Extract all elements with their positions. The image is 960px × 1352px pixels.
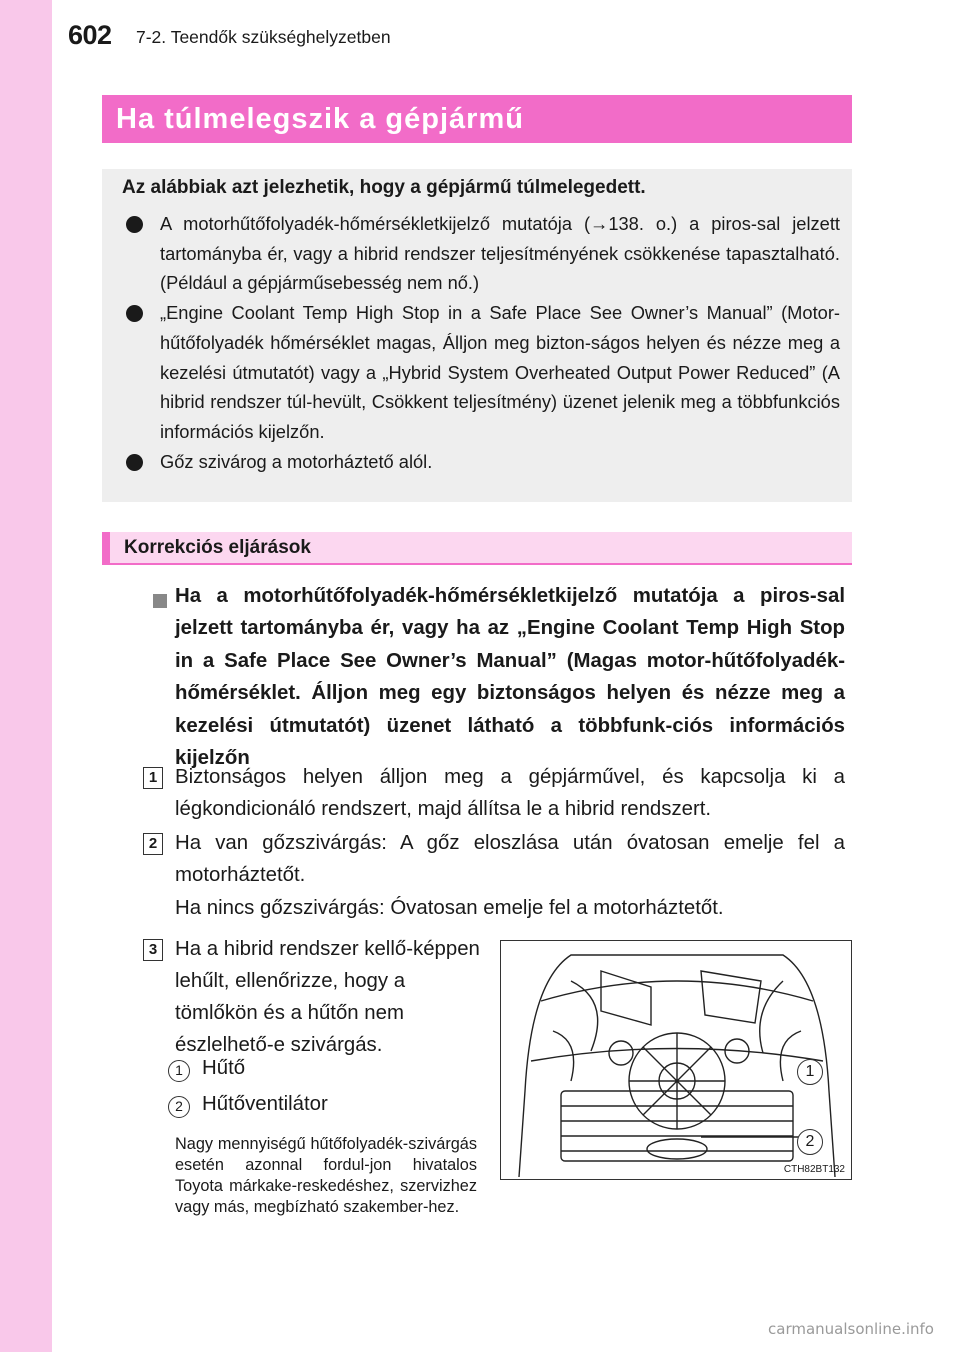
step-text: Biztonságos helyen álljon meg a gépjárművel, és kapcsolja ki a légkondicionáló rendszert, majd állítsa le a hibrid rendszert. <box>175 766 845 820</box>
square-bullet-icon <box>153 594 167 608</box>
step-number-badge: 2 <box>143 833 163 855</box>
figure-callout-2: 2 <box>797 1129 823 1155</box>
symptom-item <box>118 298 840 447</box>
symptoms-list <box>118 209 840 476</box>
page-number: 602 <box>68 20 112 50</box>
subsection-title: Korrekciós eljárások <box>124 537 311 558</box>
symptom-item <box>118 447 840 477</box>
legend-number-circle: 1 <box>168 1060 190 1082</box>
figure-callout-1: 1 <box>797 1059 823 1085</box>
section-title-bar <box>102 95 852 143</box>
figure-id: CTH82BT132 <box>783 1164 845 1175</box>
symptoms-box <box>102 169 852 502</box>
step-text: Ha van gőzszivárgás: A gőz eloszlása után óvatosan emelje fel a motorháztetőt. <box>175 832 845 886</box>
legend-label: Hűtő <box>202 1057 246 1079</box>
side-color-strip <box>0 0 52 1352</box>
symptom-text: „Engine Coolant Temp High Stop in a Safe Place See Owner’s Manual” (Motor-hűtőfolyadék hőmérséklet magas, Álljon meg bizton-ságos helyen és nézze meg a kezelési útmutatót) vagy a „Hybrid System Overheated Output Power Reduced” (A hibrid rendszer túl-hevült, Csökkent teljesítmény) üzenet jelenik meg a többfunkciós információs kijelzőn. <box>160 302 840 442</box>
step-text: Ha a hibrid rendszer kellő-képpen lehűlt, ellenőrizze, hogy a tömlőkön és a hűtőn nem észlelhető-e szivárgás. <box>175 938 480 1056</box>
legend-label: Hűtőventilátor <box>202 1093 328 1115</box>
note-text: Nagy mennyiségű hűtőfolyadék-szivárgás esetén azonnal fordul-jon hivatalos Toyota márkake-reskedéshez, szervizhez vagy más, megbízható szakember-hez. <box>175 1135 477 1216</box>
symptoms-heading: Az alábbiak azt jelezhetik, hogy a gépjármű túlmelegedett. <box>122 177 646 198</box>
bullet-icon <box>126 216 143 233</box>
step-number-badge: 1 <box>143 767 163 789</box>
step-text-alt: Ha nincs gőzszivárgás: Óvatosan emelje fel a motorháztetőt. <box>175 897 724 919</box>
engine-bay-figure <box>500 940 852 1180</box>
running-head: 7-2. Teendők szükséghelyzetben <box>136 27 391 47</box>
bullet-icon <box>126 454 143 471</box>
bullet-icon <box>126 305 143 322</box>
subsection-marker <box>102 532 110 565</box>
section-title: Ha túlmelegszik a gépjármű <box>116 103 524 135</box>
symptom-item <box>118 209 840 298</box>
step-number-badge: 3 <box>143 939 163 961</box>
watermark: carmanualsonline.info <box>768 1320 934 1338</box>
symptom-text: A motorhűtőfolyadék-hőmérsékletkijelző mutatója (→138. o.) a piros-sal jelzett tartományba ér, vagy a hibrid rendszer teljesítményének csökkenése tapasztalható. (Például a gépjárműsebesség nem nő.) <box>160 213 840 294</box>
legend-number-circle: 2 <box>168 1096 190 1118</box>
subsection-bar <box>102 532 852 565</box>
condition-heading: Ha a motorhűtőfolyadék-hőmérsékletkijelző mutatója a piros-sal jelzett tartományba ér, vagy ha az „Engine Coolant Temp High Stop in a Safe Place See Owner’s Manual” (Magas motor-hűtőfolyadék-hőmérséklet. Álljon meg egy biztonságos helyen és nézze meg a kezelési útmutatót) üzenet látható a többfunk-ciós információs kijelzőn <box>175 585 845 770</box>
symptom-text: Gőz szivárog a motorháztető alól. <box>160 450 433 472</box>
